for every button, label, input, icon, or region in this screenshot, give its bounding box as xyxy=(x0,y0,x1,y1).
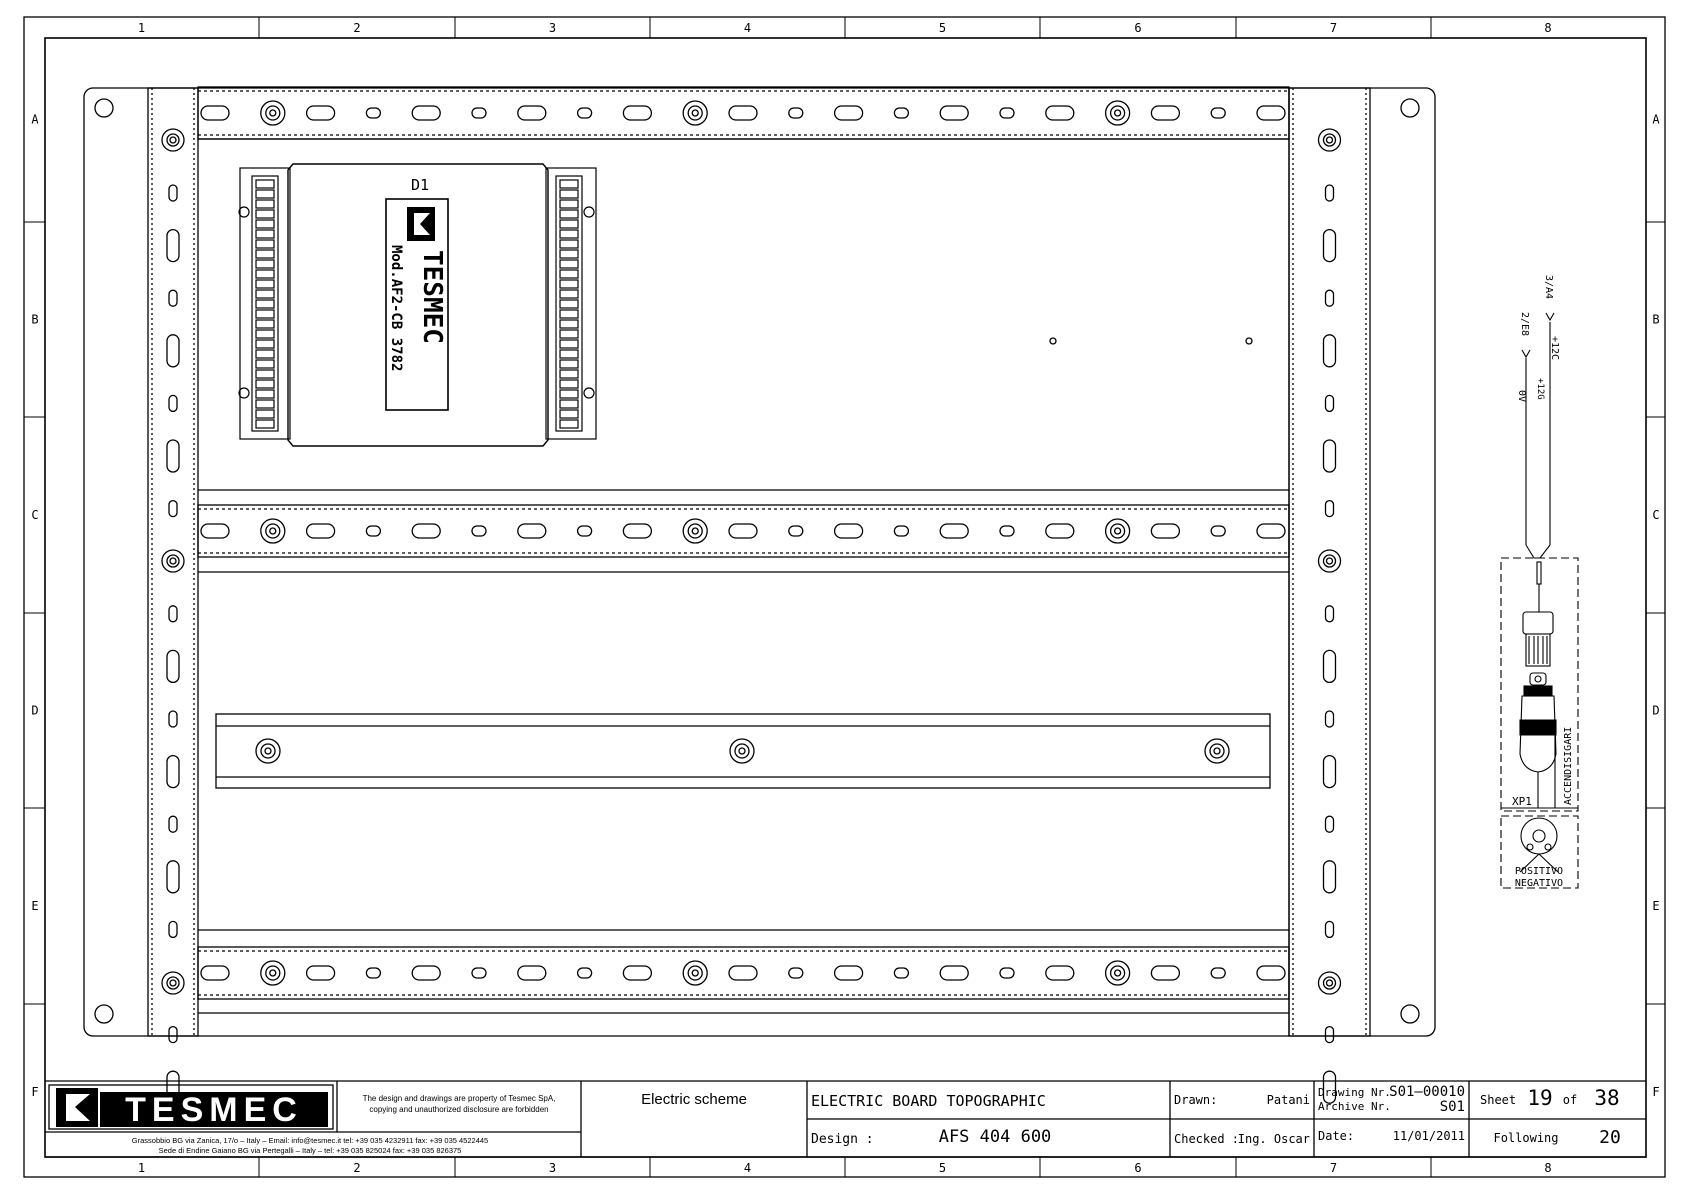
scheme-type: Electric scheme xyxy=(641,1091,747,1108)
archive-nr-label: Archive Nr. xyxy=(1318,1100,1391,1113)
terminal-screw xyxy=(560,230,578,238)
company-address-2: Sede di Endine Gaiano BG via Pertegalli – Italy – tel: +39 035 825024 fax: +39 035 826375 xyxy=(158,1146,462,1155)
terminal-screw xyxy=(560,350,578,358)
slot-long xyxy=(167,650,179,682)
date-label: Date: xyxy=(1318,1129,1355,1143)
bolt-icon xyxy=(266,966,280,980)
slot-short xyxy=(894,526,908,536)
drawing-nr-value: S01–00010 xyxy=(1389,1084,1465,1100)
bolt-icon xyxy=(261,519,285,543)
slot-long xyxy=(167,861,179,893)
terminal-screw xyxy=(560,310,578,318)
slot-long xyxy=(1324,756,1336,788)
panel-mounting-hole xyxy=(1401,1005,1419,1023)
bolt-icon xyxy=(270,970,276,976)
slot-short xyxy=(789,526,803,536)
slot-long xyxy=(1324,861,1336,893)
slot-long xyxy=(623,106,651,120)
column-label-bottom: 8 xyxy=(1544,1161,1552,1175)
bolt-icon xyxy=(1319,129,1341,151)
terminal-screw xyxy=(256,420,274,428)
bolt-icon xyxy=(1214,748,1220,754)
wire-label-3: 0V xyxy=(1516,390,1527,403)
panel-mounting-hole xyxy=(95,1005,113,1023)
connector-name: ACCENDISIGARI xyxy=(1563,726,1574,805)
bolt-icon xyxy=(1205,739,1229,763)
slot-long xyxy=(835,524,863,538)
column-label-top: 3 xyxy=(548,21,557,35)
drawn-label: Drawn: xyxy=(1174,1093,1218,1107)
checked-label: Checked : xyxy=(1174,1132,1240,1146)
slot-short xyxy=(366,526,380,536)
slot-short xyxy=(1000,108,1014,118)
terminal-screw xyxy=(560,410,578,418)
slot-long xyxy=(623,524,651,538)
slot-short xyxy=(169,921,177,937)
title-block xyxy=(45,1081,1646,1157)
terminal-screw xyxy=(560,290,578,298)
slot-short xyxy=(1326,501,1334,517)
slot-long xyxy=(167,230,179,262)
slot-long xyxy=(518,524,546,538)
device-model: Mod.AF2-CB 3782 xyxy=(388,245,404,372)
terminal-screw xyxy=(256,260,274,268)
row-label-right: B xyxy=(1652,312,1660,327)
terminal-screw xyxy=(256,290,274,298)
terminal-screw xyxy=(560,260,578,268)
wire-label-2: +12G xyxy=(1535,378,1545,400)
slot-long xyxy=(412,966,440,980)
terminal-screw xyxy=(256,280,274,288)
row-label-left: B xyxy=(31,312,39,327)
sheet-number: 19 xyxy=(1527,1086,1553,1110)
terminal-screw xyxy=(560,200,578,208)
copyright-notice-2: copying and unauthorized disclosure are forbidden xyxy=(369,1105,549,1114)
bolt-icon xyxy=(1324,134,1336,146)
slot-short xyxy=(1326,921,1334,937)
slot-long xyxy=(1046,966,1074,980)
date-value: 11/01/2011 xyxy=(1392,1129,1465,1143)
slot-long xyxy=(835,966,863,980)
terminal-screw xyxy=(256,320,274,328)
column-label-top: 8 xyxy=(1544,21,1552,35)
row-label-right: C xyxy=(1652,508,1660,522)
drawing-title: ELECTRIC BOARD TOPOGRAPHIC xyxy=(811,1092,1046,1110)
bolt-icon xyxy=(1327,137,1333,143)
column-label-bottom: 5 xyxy=(938,1161,947,1175)
terminal-screw xyxy=(256,200,274,208)
slot-long xyxy=(201,106,229,120)
terminal-screw xyxy=(256,340,274,348)
bolt-icon xyxy=(730,739,754,763)
terminal-screw xyxy=(560,380,578,388)
slot-long xyxy=(1046,524,1074,538)
slot-long xyxy=(1151,524,1179,538)
terminal-screw xyxy=(560,210,578,218)
of-label: of xyxy=(1562,1093,1578,1107)
slot-short xyxy=(1326,185,1334,201)
terminal-screw xyxy=(560,340,578,348)
slot-short xyxy=(169,501,177,517)
column-label-top: 1 xyxy=(137,21,146,35)
slot-short xyxy=(1211,108,1225,118)
bolt-icon xyxy=(1115,110,1121,116)
row-label-right: F xyxy=(1652,1085,1660,1099)
column-label-top: 7 xyxy=(1329,21,1338,35)
cross-ref-2: 2/E8 xyxy=(1519,312,1530,337)
slot-short xyxy=(472,108,486,118)
label-positive: POSITIVO xyxy=(1514,866,1564,877)
bolt-icon xyxy=(1111,106,1125,120)
terminal-screw xyxy=(256,330,274,338)
bolt-icon xyxy=(1319,550,1341,572)
terminal-screw xyxy=(256,250,274,258)
terminal-screw xyxy=(560,300,578,308)
mount-hole-icon xyxy=(584,388,594,398)
bolt-icon xyxy=(1111,966,1125,980)
slot-long xyxy=(167,335,179,367)
slot-long xyxy=(307,524,335,538)
slot-long xyxy=(1324,230,1336,262)
wire-label-1: +12C xyxy=(1549,336,1560,361)
slot-long xyxy=(518,966,546,980)
bolt-icon xyxy=(162,550,184,572)
bolt-icon xyxy=(1327,980,1333,986)
slot-short xyxy=(169,1027,177,1043)
slot-long xyxy=(201,966,229,980)
terminal-screw xyxy=(256,190,274,198)
panel-mounting-hole xyxy=(95,99,113,117)
column-label-bottom: 6 xyxy=(1134,1161,1142,1175)
slot-long xyxy=(1046,106,1074,120)
slot-short xyxy=(1326,290,1334,306)
bolt-icon xyxy=(170,137,176,143)
bolt-icon xyxy=(735,744,749,758)
terminal-screw xyxy=(560,370,578,378)
bolt-icon xyxy=(261,101,285,125)
mounting-panel xyxy=(84,87,1435,1103)
following-value: 20 xyxy=(1599,1127,1621,1148)
bolt-icon xyxy=(167,555,179,567)
checked-value: Ing. Oscar xyxy=(1237,1132,1310,1146)
terminal-screw xyxy=(256,370,274,378)
bolt-icon xyxy=(688,524,702,538)
company-name: TESMEC xyxy=(125,1091,303,1129)
device-brand: TESMEC xyxy=(417,250,447,344)
slot-long xyxy=(835,106,863,120)
slot-long xyxy=(1324,650,1336,682)
terminal-screw xyxy=(256,390,274,398)
slot-short xyxy=(169,606,177,622)
bolt-icon xyxy=(270,110,276,116)
slot-long xyxy=(729,966,757,980)
terminal-screw xyxy=(256,230,274,238)
slot-long xyxy=(940,106,968,120)
column-label-bottom: 4 xyxy=(743,1161,752,1175)
terminal-screw xyxy=(256,210,274,218)
terminal-screw xyxy=(560,360,578,368)
bolt-icon xyxy=(683,961,707,985)
slot-short xyxy=(169,185,177,201)
company-address-1: Grassobbio BG via Zanica, 17/o – Italy – Email: info@tesmec.it tel: +39 035 4232911 fax: +39 035 4522445 xyxy=(131,1136,489,1145)
row-label-left: F xyxy=(31,1085,39,1099)
terminal-screw xyxy=(560,220,578,228)
column-label-bottom: 3 xyxy=(548,1161,557,1175)
row-label-right: A xyxy=(1652,112,1660,127)
slot-long xyxy=(518,106,546,120)
terminal-screw xyxy=(560,180,578,188)
tesmec-logo-icon xyxy=(407,207,435,241)
panel-mounting-hole xyxy=(1401,99,1419,117)
terminal-screw xyxy=(256,400,274,408)
bolt-icon xyxy=(692,110,698,116)
slot-short xyxy=(1326,606,1334,622)
column-labels xyxy=(138,17,1552,1177)
terminal-screw xyxy=(560,190,578,198)
slot-short xyxy=(366,108,380,118)
row-label-right: D xyxy=(1652,703,1660,718)
bolt-icon xyxy=(692,970,698,976)
slot-short xyxy=(169,711,177,727)
bolt-icon xyxy=(688,966,702,980)
slot-short xyxy=(1211,968,1225,978)
bolt-icon xyxy=(1106,961,1130,985)
terminal-screw xyxy=(560,390,578,398)
slot-long xyxy=(729,524,757,538)
terminal-screw xyxy=(256,270,274,278)
slot-long xyxy=(1324,440,1336,472)
device-d1 xyxy=(239,164,596,446)
terminal-screw xyxy=(256,410,274,418)
din-rail xyxy=(216,714,1270,788)
slot-short xyxy=(1211,526,1225,536)
archive-nr-value: S01 xyxy=(1439,1099,1465,1115)
slot-long xyxy=(1257,524,1285,538)
bolt-icon xyxy=(1324,555,1336,567)
terminal-screw xyxy=(560,420,578,428)
row-label-left: A xyxy=(31,112,39,127)
connector-tag: XP1 xyxy=(1512,795,1532,808)
bolt-icon xyxy=(167,977,179,989)
bolt-icon xyxy=(261,744,275,758)
terminal-screw xyxy=(560,270,578,278)
column-label-top: 6 xyxy=(1134,21,1142,35)
bolt-icon xyxy=(170,558,176,564)
column-label-bottom: 1 xyxy=(137,1161,146,1175)
bolt-icon xyxy=(688,106,702,120)
bolt-icon xyxy=(692,528,698,534)
terminal-screw xyxy=(560,330,578,338)
slot-long xyxy=(940,524,968,538)
terminal-screw xyxy=(256,380,274,388)
slot-short xyxy=(472,526,486,536)
slot-short xyxy=(169,816,177,832)
bolt-icon xyxy=(1106,101,1130,125)
slot-short xyxy=(578,526,592,536)
terminal-screw xyxy=(256,180,274,188)
terminal-screw xyxy=(256,360,274,368)
bolt-icon xyxy=(162,129,184,151)
row-label-right: E xyxy=(1652,899,1660,913)
bolt-icon xyxy=(683,101,707,125)
terminal-screw xyxy=(256,300,274,308)
copyright-notice-1: The design and drawings are property of Tesmec SpA, xyxy=(362,1094,556,1103)
column-label-bottom: 2 xyxy=(353,1161,361,1175)
slot-short xyxy=(472,968,486,978)
slot-short xyxy=(169,290,177,306)
slot-short xyxy=(1000,526,1014,536)
bolt-icon xyxy=(266,106,280,120)
cross-ref-1: 3/A4 xyxy=(1543,275,1554,300)
slot-short xyxy=(1000,968,1014,978)
slot-short xyxy=(894,108,908,118)
terminal-screw xyxy=(560,400,578,408)
row-label-left: D xyxy=(31,703,39,718)
bolt-icon xyxy=(1106,519,1130,543)
bolt-icon xyxy=(1210,744,1224,758)
slot-short xyxy=(366,968,380,978)
bolt-icon xyxy=(265,748,271,754)
slot-long xyxy=(1324,335,1336,367)
slot-short xyxy=(1326,1027,1334,1043)
terminal-screw xyxy=(256,350,274,358)
column-label-top: 2 xyxy=(353,21,361,35)
slot-short xyxy=(1326,395,1334,411)
slot-long xyxy=(1257,966,1285,980)
slot-long xyxy=(1151,106,1179,120)
row-label-left: E xyxy=(31,899,39,913)
slot-long xyxy=(940,966,968,980)
slot-short xyxy=(169,395,177,411)
bolt-icon xyxy=(270,528,276,534)
column-label-bottom: 7 xyxy=(1329,1161,1338,1175)
slot-long xyxy=(307,106,335,120)
sheet-label: Sheet xyxy=(1480,1093,1517,1107)
bolt-icon xyxy=(162,972,184,994)
slot-short xyxy=(789,968,803,978)
bolt-icon xyxy=(1327,558,1333,564)
slot-short xyxy=(578,108,592,118)
mount-hole-icon xyxy=(584,207,594,217)
horizontal-rail xyxy=(198,87,1289,139)
bolt-icon xyxy=(266,524,280,538)
slot-long xyxy=(1151,966,1179,980)
slot-short xyxy=(1326,816,1334,832)
bolt-icon xyxy=(167,134,179,146)
column-label-top: 5 xyxy=(938,21,947,35)
slot-long xyxy=(412,524,440,538)
bolt-icon xyxy=(1115,970,1121,976)
slot-short xyxy=(789,108,803,118)
total-sheets: 38 xyxy=(1594,1086,1620,1110)
terminal-screw xyxy=(256,310,274,318)
slot-long xyxy=(201,524,229,538)
terminal-screw xyxy=(560,320,578,328)
cigarette-lighter-connector xyxy=(1501,275,1578,889)
bolt-icon xyxy=(1111,524,1125,538)
tesmec-logo xyxy=(56,1088,328,1129)
drawn-value: Patani xyxy=(1266,1093,1310,1107)
terminal-screw xyxy=(256,240,274,248)
slot-short xyxy=(894,968,908,978)
terminal-screw xyxy=(560,250,578,258)
bolt-icon xyxy=(261,961,285,985)
bolt-icon xyxy=(1115,528,1121,534)
slot-long xyxy=(729,106,757,120)
terminal-screw xyxy=(560,240,578,248)
bolt-icon xyxy=(739,748,745,754)
bolt-icon xyxy=(170,980,176,986)
slot-long xyxy=(623,966,651,980)
horizontal-rail xyxy=(198,947,1289,999)
terminal-screw xyxy=(256,220,274,228)
slot-long xyxy=(412,106,440,120)
bolt-icon xyxy=(256,739,280,763)
horizontal-rail xyxy=(198,505,1289,557)
bolt-icon xyxy=(1324,977,1336,989)
drawing-frame xyxy=(24,17,1665,1177)
label-negative: NEGATIVO xyxy=(1514,878,1564,889)
bolt-icon xyxy=(1319,972,1341,994)
terminal-screw xyxy=(560,280,578,288)
design-value: AFS 404 600 xyxy=(938,1127,1052,1147)
design-label: Design : xyxy=(811,1132,874,1147)
slot-long xyxy=(307,966,335,980)
following-label: Following xyxy=(1493,1131,1559,1145)
slot-long xyxy=(1257,106,1285,120)
slot-long xyxy=(167,756,179,788)
bolt-icon xyxy=(683,519,707,543)
column-label-top: 4 xyxy=(743,21,752,35)
slot-short xyxy=(578,968,592,978)
row-label-left: C xyxy=(31,508,39,522)
device-tag: D1 xyxy=(410,176,430,194)
slot-long xyxy=(167,440,179,472)
slot-short xyxy=(1326,711,1334,727)
drawing-nr-label: Drawing Nr. xyxy=(1318,1086,1391,1099)
